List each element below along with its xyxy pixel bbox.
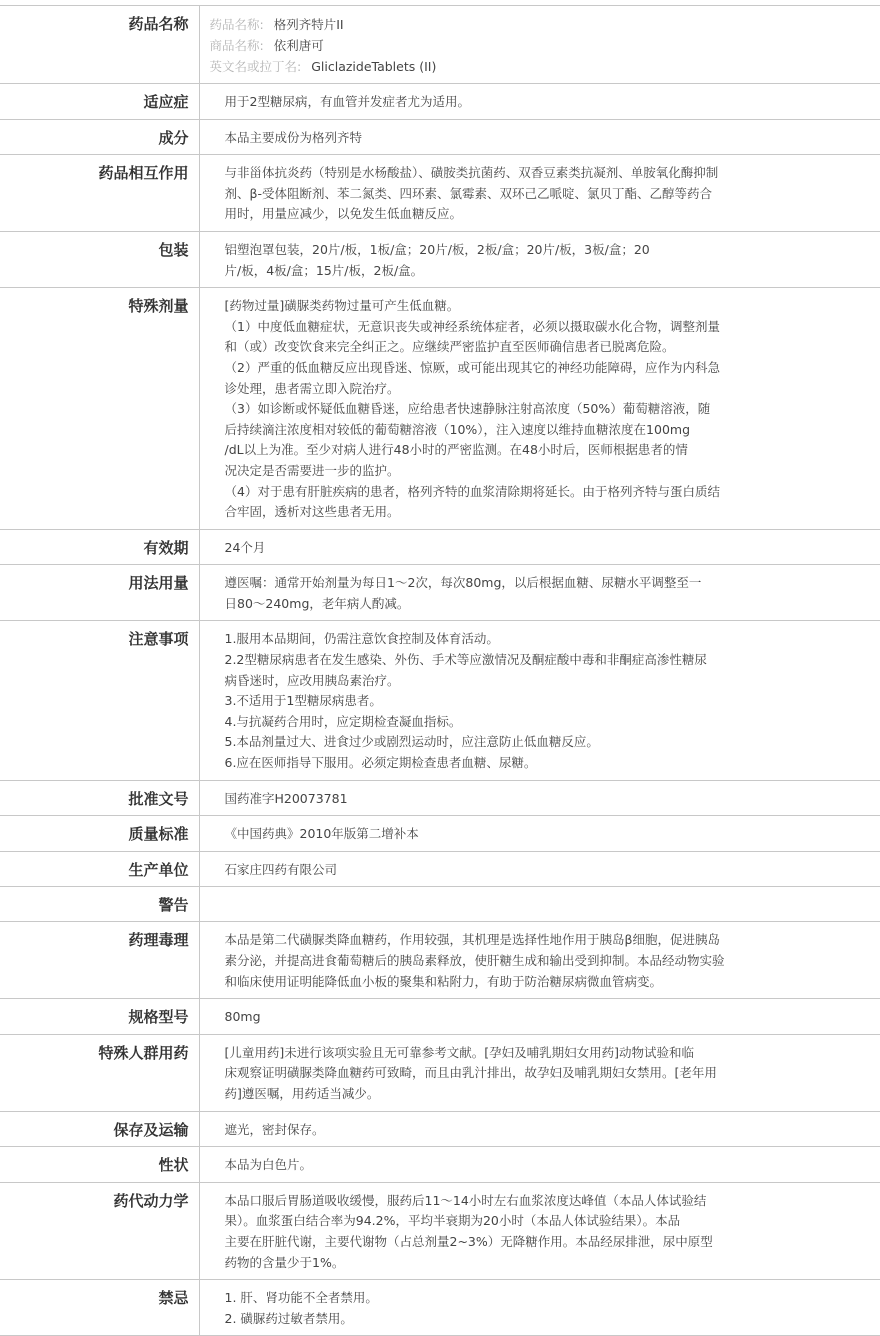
row-value	[199, 529, 880, 565]
row-value	[199, 887, 880, 922]
value-line: 本品主要成份为格列齐特	[224, 129, 363, 145]
spec-row	[0, 887, 880, 922]
row-value	[199, 231, 880, 287]
spec-row	[0, 780, 880, 816]
value-line: /dL以上为准。至少对病人进行48小时的严密监测。在48小时后，医师根据患者的情	[224, 442, 688, 458]
spec-row	[0, 119, 880, 155]
english-name-key: 英文名或拉丁名:	[209, 59, 302, 74]
value-line: 24个月	[224, 539, 266, 555]
value-line: 1. 肝、肾功能不全者禁用。	[224, 1290, 378, 1306]
value-line: 病昏迷时，应改用胰岛素治疗。	[224, 672, 400, 688]
value-line: 和（或）改变饮食来完全纠正之。应继续严密监护直至医师确信患者已脱离危险。	[224, 339, 675, 355]
spec-row	[0, 84, 880, 120]
empty-value	[225, 895, 871, 915]
spec-row	[0, 565, 880, 621]
spec-row	[0, 621, 880, 780]
value-line: 80mg	[224, 1009, 261, 1025]
row-label: 警告	[0, 887, 199, 922]
spec-row	[0, 1147, 880, 1183]
value-line: 2.2型糖尿病患者在发生感染、外伤、手术等应激情况及酮症酸中毒和非酮症高渗性糖尿	[224, 652, 707, 668]
english-name-row	[210, 56, 871, 77]
value-line: 铝塑泡罩包装，20片/板，1板/盒；20片/板，2板/盒；20片/板，3板/盒；20	[224, 241, 650, 257]
value-line: 石家庄四药有限公司	[224, 861, 338, 877]
row-label: 批准文号	[0, 780, 199, 816]
generic-name-row	[210, 14, 871, 35]
row-label: 规格型号	[0, 999, 199, 1035]
trade-name-key: 商品名称:	[209, 38, 264, 53]
spec-row	[0, 288, 880, 530]
row-value	[199, 780, 880, 816]
generic-name-value: 格列齐特片II	[273, 17, 344, 32]
value-line: 后持续滴注浓度相对较低的葡萄糖溶液（10%），注入速度以维持血糖浓度在100mg	[224, 421, 691, 437]
row-value	[199, 155, 880, 232]
value-line: 果）。血浆蛋白结合率为94.2%，平均半衰期为20小时（本品人体试验结果）。本品	[224, 1213, 681, 1229]
value-line: 本品为白色片。	[224, 1157, 313, 1173]
row-label: 禁忌	[0, 1280, 199, 1336]
row-value	[199, 816, 880, 852]
row-label: 适应症	[0, 84, 199, 120]
row-value	[199, 565, 880, 621]
row-label: 注意事项	[0, 621, 199, 780]
row-label: 特殊剂量	[0, 288, 199, 530]
value-line: 素分泌，并提高进食葡萄糖后的胰岛素释放，使肝糖生成和输出受到抑制。本品经动物实验	[224, 953, 725, 968]
value-line: （1）中度低血糖症状，无意识丧失或神经系统体症者，必须以摄取碳水化合物，调整剂量	[224, 318, 720, 334]
spec-row	[0, 999, 880, 1035]
generic-name-key: 药品名称:	[209, 17, 264, 32]
english-name-value: GliclazideTablets (II)	[311, 59, 437, 74]
value-line: 用时，用量应减少，以免发生低血糖反应。	[224, 206, 463, 222]
row-value	[199, 1034, 880, 1111]
trade-name-row	[210, 35, 871, 56]
row-label: 生产单位	[0, 851, 199, 887]
row-label: 药品名称	[0, 6, 199, 84]
value-line: [药物过量]磺脲类药物过量可产生低血糖。	[224, 298, 460, 314]
value-line: 6.应在医师指导下服用。必须定期检查患者血糖、尿糖。	[224, 755, 537, 771]
spec-row	[0, 922, 880, 999]
spec-row	[0, 1034, 880, 1111]
row-value	[199, 288, 880, 530]
row-label: 包装	[0, 231, 199, 287]
spec-row	[0, 851, 880, 887]
row-label: 性状	[0, 1147, 199, 1183]
value-line: [儿童用药]未进行该项实验且无可靠参考文献。[孕妇及哺乳期妇女用药]动物试验和临	[224, 1044, 695, 1060]
value-line: 合牢固，透析对这些患者无用。	[224, 504, 400, 520]
row-value	[199, 851, 880, 887]
value-line: 药物的含量少于1%。	[224, 1254, 345, 1270]
row-label: 药代动力学	[0, 1182, 199, 1279]
row-label: 用法用量	[0, 565, 199, 621]
row-value	[199, 1147, 880, 1183]
row-label: 有效期	[0, 529, 199, 565]
row-label: 保存及运输	[0, 1111, 199, 1147]
value-line: 《中国药典》2010年版第二增补本	[224, 826, 419, 842]
drug-names-cell	[199, 6, 880, 84]
value-line: 和临床使用证明能降低血小板的聚集和粘附力，有助于防治糖尿病微血管病变。	[224, 973, 663, 989]
value-line: 4.与抗凝药合用时，应定期检查凝血指标。	[224, 713, 462, 729]
spec-row	[0, 1111, 880, 1147]
value-line: 本品是第二代磺脲类降血糖药，作用较强，其机理是选择性地作用于胰岛β细胞，促进胰岛	[224, 932, 720, 948]
value-line: （4）对于患有肝脏疾病的患者，格列齐特的血浆清除期将延长。由于格列齐特与蛋白质结	[224, 483, 720, 499]
row-label: 药品相互作用	[0, 155, 199, 232]
value-line: 遮光，密封保存。	[224, 1121, 325, 1137]
value-line: 1.服用本品期间，仍需注意饮食控制及体育活动。	[224, 631, 499, 647]
row-value	[199, 1280, 880, 1336]
value-line: 日80～240mg，老年病人酌减。	[224, 595, 410, 611]
value-line: 5.本品剂量过大、进食过少或剧烈运动时，应注意防止低血糖反应。	[224, 734, 599, 750]
value-line: 2. 磺脲药过敏者禁用。	[224, 1310, 353, 1326]
value-line: 主要在肝脏代谢，主要代谢物（占总剂量2~3%）无降糖作用。本品经尿排泄，尿中原型	[224, 1233, 713, 1249]
row-label: 特殊人群用药	[0, 1034, 199, 1111]
value-line: 3.不适用于1型糖尿病患者。	[224, 693, 382, 709]
spec-row	[0, 529, 880, 565]
value-line: 床观察证明磺脲类降血糖药可致畸，而且由乳汁排出，故孕妇及哺乳期妇女禁用。[老年用	[224, 1065, 717, 1081]
row-value	[199, 84, 880, 120]
row-label: 药理毒理	[0, 922, 199, 999]
row-value	[199, 1182, 880, 1279]
value-line: 片/板，4板/盒；15片/板，2板/盒。	[224, 262, 424, 278]
row-value	[199, 621, 880, 780]
value-line: 本品口服后胃肠道吸收缓慢，服药后11～14小时左右血浆浓度达峰值（本品人体试验结	[224, 1192, 707, 1208]
row-value	[199, 119, 880, 155]
value-line: （3）如诊断或怀疑低血糖昏迷，应给患者快速静脉注射高浓度（50%）葡萄糖溶液，随	[224, 401, 711, 417]
trade-name-value: 依利唐可	[273, 38, 324, 53]
row-value	[199, 999, 880, 1035]
value-line: 与非甾体抗炎药（特别是水杨酸盐）、磺胺类抗菌药、双香豆素类抗凝剂、单胺氧化酶抑制	[224, 165, 719, 181]
row-value	[199, 922, 880, 999]
value-line: （2）严重的低血糖反应出现昏迷、惊厥，或可能出现其它的神经功能障碍，应作为内科急	[224, 359, 720, 375]
value-line: 诊处理，患者需立即入院治疗。	[224, 380, 400, 396]
spec-row	[0, 231, 880, 287]
spec-row	[0, 1280, 880, 1336]
value-line: 况决定是否需要进一步的监护。	[224, 462, 400, 478]
value-line: 国药准字H20073781	[224, 790, 348, 806]
row-label: 质量标准	[0, 816, 199, 852]
row-value	[199, 1111, 880, 1147]
value-line: 用于2型糖尿病，有血管并发症者尤为适用。	[224, 94, 470, 109]
value-line: 剂、β-受体阻断剂、苯二氮类、四环素、氯霉素、双环己乙哌啶、氯贝丁酯、乙醇等药合	[224, 185, 712, 201]
spec-row	[0, 816, 880, 852]
spec-row	[0, 155, 880, 232]
row-label: 成分	[0, 119, 199, 155]
drug-spec-table	[0, 5, 880, 1336]
row-drug-names	[0, 6, 880, 84]
spec-row	[0, 1182, 880, 1279]
value-line: 药]遵医嘱，用药适当减少。	[224, 1085, 380, 1101]
value-line: 遵医嘱：通常开始剂量为每日1～2次，每次80mg，以后根据血糖、尿糖水平调整至一	[224, 575, 702, 591]
